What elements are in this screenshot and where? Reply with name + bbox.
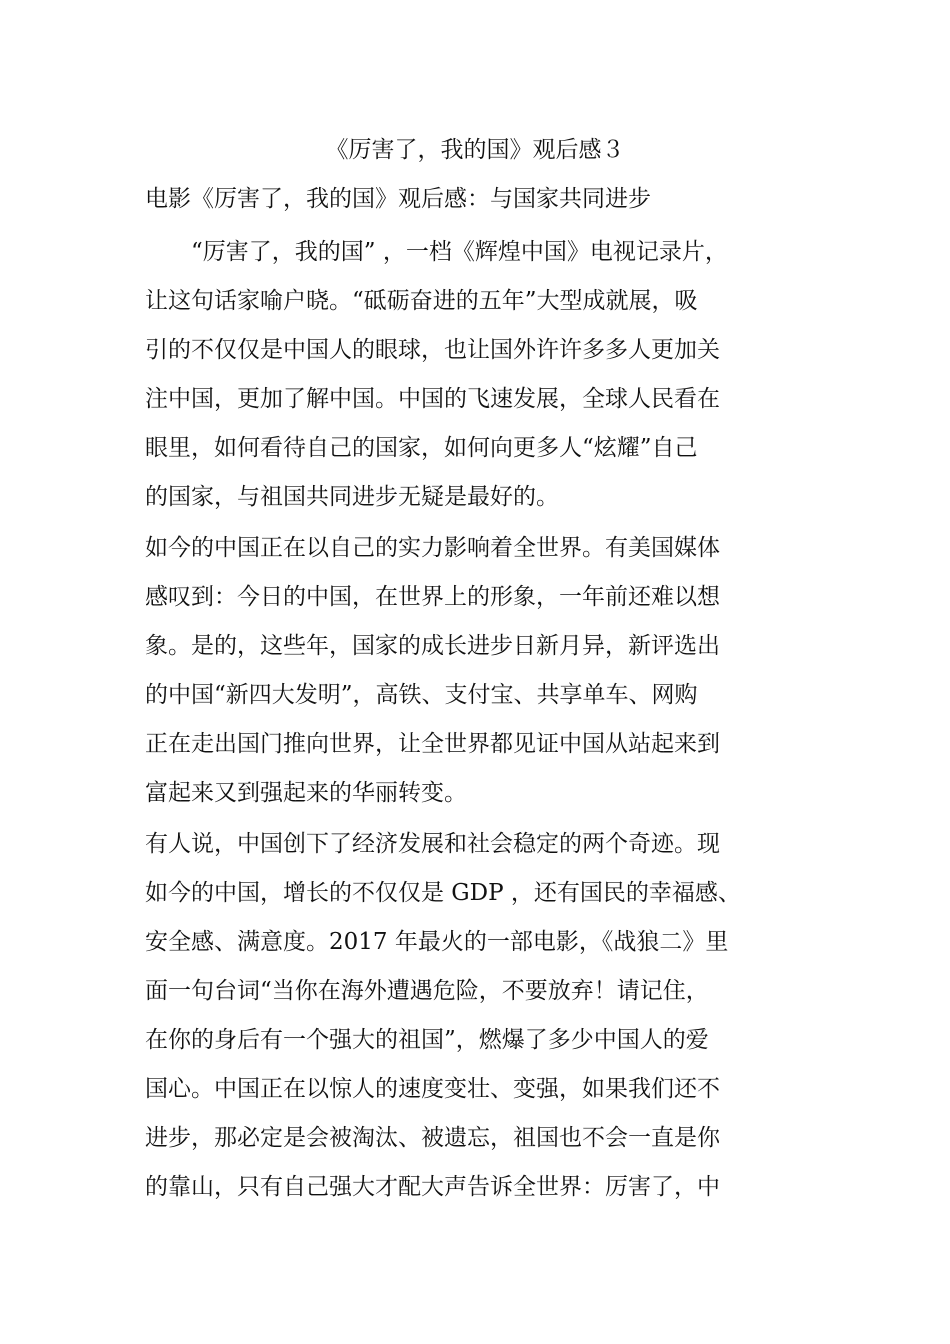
paragraph-line: 的中国“新四大发明”，高铁、支付宝、共享单车、网购: [145, 682, 698, 708]
paragraph-line: 在你的身后有一个强大的祖国”，燃爆了多少中国人的爱: [145, 1027, 709, 1053]
paragraph-line: 正在走出国门推向世界，让全世界都见证中国从站起来到: [145, 731, 720, 757]
paragraph-1: [145, 228, 810, 522]
paragraph-3: [145, 820, 810, 1212]
paragraph-line: 有人说，中国创下了经济发展和社会稳定的两个奇迹。现: [145, 831, 720, 857]
document-subtitle: 电影《厉害了，我的国》观后感：与国家共同进步: [145, 186, 651, 212]
paragraph-line: 富起来又到强起来的华丽转变。: [145, 780, 467, 806]
paragraph-line: 象。是的，这些年，国家的成长进步日新月异，新评选出: [145, 633, 720, 659]
paragraph-line: 进步，那必定是会被淘汰、被遗忘，祖国也不会一直是你: [145, 1125, 720, 1151]
paragraph-line: “厉害了，我的国” ，一档《辉煌中国》电视记录片，: [145, 239, 728, 265]
paragraph-line: 面一句台词“当你在海外遭遇危险，不要放弃！请记住，: [145, 978, 709, 1004]
paragraph-line: 如今的中国，增长的不仅仅是 GDP ，还有国民的幸福感、: [145, 880, 741, 906]
paragraph-line: 的靠山，只有自己强大才配大声告诉全世界：厉害了，中: [145, 1174, 720, 1200]
document-title: 《厉害了，我的国》观后感３: [325, 137, 625, 163]
paragraph-2: [145, 524, 810, 818]
paragraph-line: 让这句话家喻户晓。“砥砺奋进的五年”大型成就展，吸: [145, 288, 698, 314]
paragraph-line: 引的不仅仅是中国人的眼球，也让国外许许多多人更加关: [145, 337, 720, 363]
paragraph-line: 如今的中国正在以自己的实力影响着全世界。有美国媒体: [145, 535, 720, 561]
paragraph-line: 眼里，如何看待自己的国家，如何向更多人“炫耀”自己: [145, 435, 698, 461]
paragraph-line: 国心。中国正在以惊人的速度变壮、变强，如果我们还不: [145, 1076, 720, 1102]
paragraph-line: 感叹到：今日的中国，在世界上的形象，一年前还难以想: [145, 584, 720, 610]
paragraph-line: 的国家，与祖国共同进步无疑是最好的。: [145, 484, 559, 510]
paragraph-line: 注中国，更加了解中国。中国的飞速发展，全球人民看在: [145, 386, 720, 412]
paragraph-line: 安全感、满意度。2017 年最火的一部电影，《战狼二》里: [145, 929, 729, 955]
